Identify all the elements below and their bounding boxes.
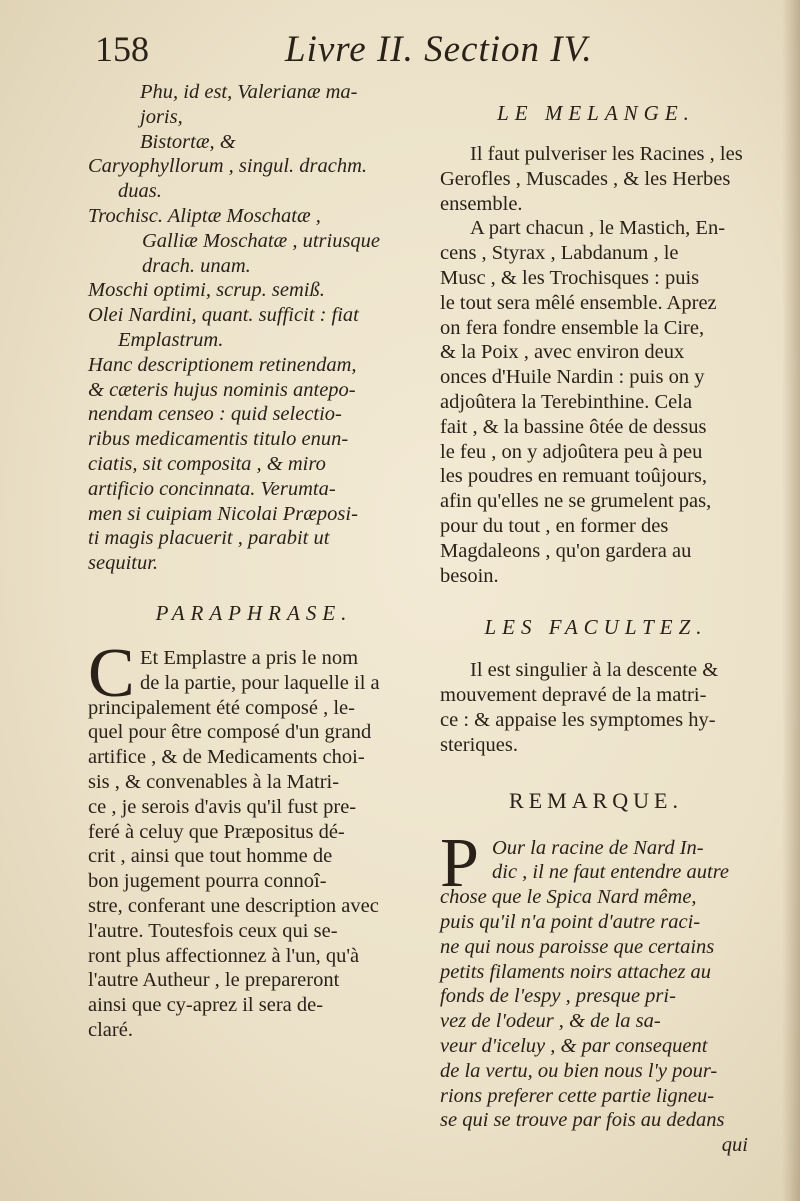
recipe-line: & cæteris hujus nominis antepo- (88, 378, 356, 401)
remarque-line: Our la racine de Nard In- (492, 836, 704, 859)
recipe-line: ribus medicamentis titulo enun- (88, 428, 349, 451)
facultez-paragraph (440, 658, 752, 757)
paraphrase-line: feré à celuy que Præpositus dé- (88, 820, 345, 843)
remarque-heading: REMARQUE. (509, 787, 683, 813)
recipe-line: Emplastrum. (118, 328, 224, 351)
remarque-line: se qui se trouve par fois au dedans (440, 1109, 725, 1132)
paraphrase-paragraph (88, 634, 420, 1043)
paraphrase-line: principalement été composé , le- (88, 696, 355, 719)
left-column (88, 80, 420, 1043)
recipe-line: Moschi optimi, scrup. semiß. (88, 279, 325, 302)
paraphrase-line: ce , je serois d'avis qu'il fust pre- (88, 795, 357, 818)
remarque-paragraph (440, 824, 752, 1158)
recipe-line: nendam censeo : quid selectio- (88, 403, 342, 426)
remarque-line: ne qui nous paroisse que certains (440, 935, 715, 958)
paraphrase-line: l'autre. Toutesfois ceux qui se- (88, 919, 338, 942)
latin-recipe (88, 80, 420, 576)
paraphrase-line: stre, conferant une description avec (88, 894, 379, 917)
page-edge-shadow (782, 0, 800, 1201)
melange-line: onces d'Huile Nardin : puis on y (440, 366, 705, 389)
paraphrase-line: bon jugement pourra connoî- (88, 870, 327, 893)
drop-cap-letter: P (440, 824, 479, 902)
paraphrase-line: ainsi que cy-aprez il sera de- (88, 994, 324, 1017)
recipe-line: Bistortæ, & (140, 130, 236, 153)
melange-line: adjoûtera la Terebinthine. Cela (440, 390, 693, 413)
facultez-line: Il est singulier à la descente & (470, 659, 719, 682)
melange-paragraph (440, 142, 752, 588)
melange-line: Il faut pulveriser les Racines , les (470, 143, 743, 165)
melange-line: pour du tout , en former des (440, 514, 669, 537)
recipe-line: Phu, id est, Valerianæ ma- (140, 81, 358, 103)
remarque-line: chose que le Spica Nard même, (440, 886, 697, 909)
recipe-line: Hanc descriptionem retinendam, (88, 353, 357, 376)
paraphrase-line: crit , ainsi que tout homme de (88, 845, 333, 868)
remarque-line: rions preferer cette partie ligneu- (440, 1084, 715, 1107)
melange-line: Magdaleons , qu'on gardera au (440, 539, 692, 562)
paraphrase-heading: PARAPHRASE. (155, 600, 353, 625)
melange-line: les poudres en remuant toûjours, (440, 465, 708, 488)
facultez-line: ce : & appaise les symptomes hy- (440, 708, 716, 731)
melange-line: & la Poix , avec environ deux (440, 341, 685, 364)
recipe-line: Olei Nardini, quant. sufficit : fiat (88, 304, 359, 327)
paraphrase-line: ront plus affectionnez à l'un, qu'à (88, 944, 360, 967)
recipe-line: drach. unam. (142, 254, 251, 277)
melange-line: cens , Styrax , Labdanum , le (440, 242, 679, 265)
melange-line: fait , & la bassine ôtée de dessus (440, 415, 707, 438)
melange-heading: LE MELANGE. (497, 101, 695, 125)
paraphrase-line: sis , & convenables à la Matri- (88, 770, 340, 793)
running-title: Livre II. Section IV. (285, 29, 593, 70)
melange-line: le feu , on y adjoûtera peu à peu (440, 440, 703, 463)
remarque-line: de la vertu, ou bien nous l'y pour- (440, 1059, 718, 1082)
remarque-line: fonds de l'espy , presque pri- (440, 985, 676, 1008)
recipe-line: artificio concinnata. Verumta- (88, 477, 336, 500)
recipe-line: sequitur. (88, 552, 159, 575)
melange-line: A part chacun , le Mastich, En- (470, 217, 726, 240)
recipe-line: ciatis, sit composita , & miro (88, 452, 326, 475)
facultez-heading: LES FACULTEZ. (484, 615, 708, 640)
catchword: qui (721, 1134, 748, 1157)
paraphrase-line: claré. (88, 1018, 133, 1041)
melange-line: on fera fondre ensemble la Cire, (440, 316, 705, 339)
paraphrase-line: l'autre Autheur , le prepareront (88, 969, 340, 992)
facultez-line: steriques. (440, 733, 518, 756)
paraphrase-line: artifice , & de Medicaments choi- (88, 746, 365, 769)
remarque-line: veur d'iceluy , & par consequent (440, 1034, 708, 1057)
recipe-line: duas. (118, 180, 162, 203)
paraphrase-line: quel pour être composé d'un grand (88, 721, 372, 744)
remarque-line: vez de l'odeur , & de la sa- (440, 1010, 661, 1033)
remarque-line: petits filaments noirs attachez au (440, 960, 712, 983)
melange-line: ensemble. (440, 192, 523, 215)
remarque-line: dic , il ne faut entendre autre (492, 861, 730, 884)
remarque-line: puis qu'il n'a point d'autre raci- (440, 910, 701, 933)
melange-line: le tout sera mêlé ensemble. Aprez (440, 291, 717, 314)
recipe-line: joris, (140, 105, 183, 128)
recipe-line: Galliæ Moschatæ , utriusque (142, 229, 381, 252)
page-number: 158 (95, 29, 149, 69)
melange-line: afin qu'elles ne se grumelent pas, (440, 490, 712, 513)
page-header (95, 28, 735, 78)
facultez-line: mouvement depravé de la matri- (440, 684, 707, 707)
drop-cap-letter: C (88, 634, 135, 712)
melange-line: Gerofles , Muscades , & les Herbes (440, 167, 731, 190)
right-column (440, 96, 752, 1158)
recipe-line: Trochisc. Aliptæ Moschatæ , (88, 204, 321, 227)
recipe-line: men si cuipiam Nicolai Præposi- (88, 502, 358, 525)
melange-line: besoin. (440, 564, 499, 587)
paraphrase-line: Et Emplastre a pris le nom (140, 646, 359, 669)
melange-line: Musc , & les Trochisques : puis (440, 266, 700, 289)
recipe-line: Caryophyllorum , singul. drachm. (88, 155, 368, 178)
paraphrase-line: de la partie, pour laquelle il a (140, 671, 380, 694)
recipe-line: ti magis placuerit , parabit ut (88, 527, 330, 550)
